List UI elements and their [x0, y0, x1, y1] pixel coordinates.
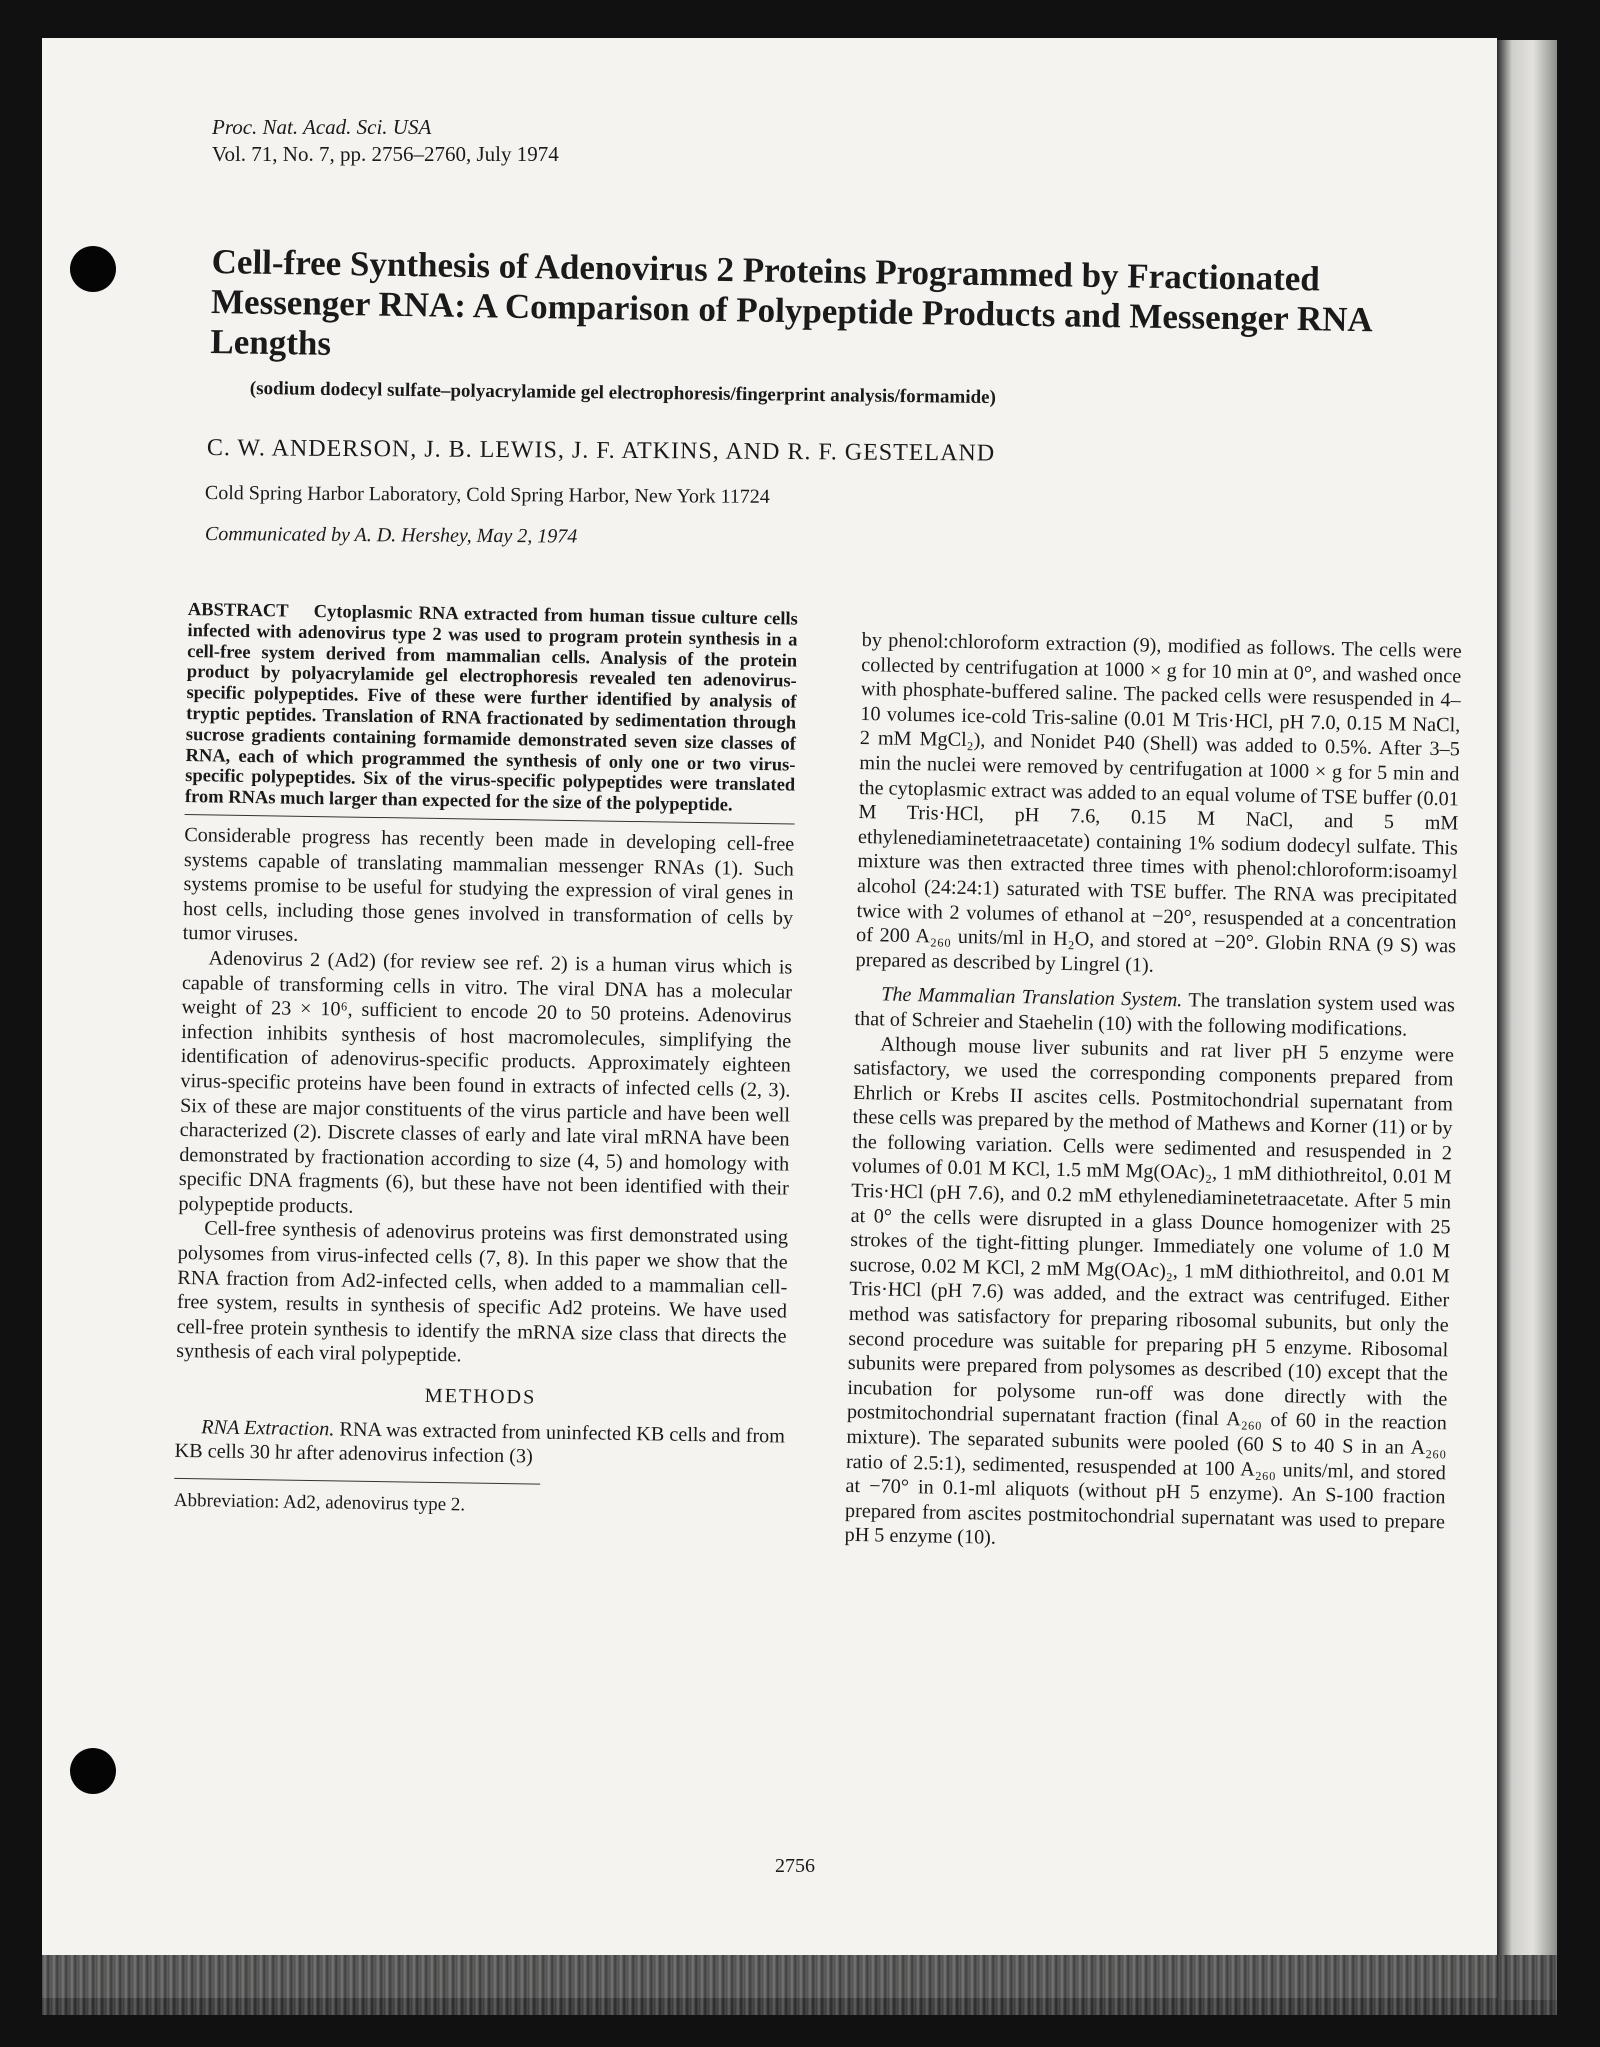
footnote-divider	[174, 1478, 540, 1485]
translation-system-heading: The Mammalian Translation System.	[881, 983, 1183, 1012]
rna-extraction-heading: RNA Extraction.	[201, 1415, 335, 1441]
volume-info: Vol. 71, No. 7, pp. 2756–2760, July 1974	[212, 142, 559, 166]
communicated-by: Communicated by A. D. Hershey, May 2, 1974	[204, 523, 578, 548]
left-column	[174, 600, 798, 1523]
authors: C. W. ANDERSON, J. B. LEWIS, J. F. ATKINS, AND R. F. GESTELAND	[206, 435, 996, 467]
article-title: Cell-free Synthesis of Adenovirus 2 Proteins Programmed by Fractionated Messenger RNA: A Comparison of Polypeptide Products and Messenger RNA Lengths	[210, 242, 1372, 363]
abstract-text: Cytoplasmic RNA extracted from human tissue culture cells infected with adenovirus type 2 was used to program protein synthesis in a cell-free system derived from mammalian cells. Analysis of the protein product by polyacrylamide gel electrophoresis revealed ten adenovirus-specific polypeptides. Five of these were further identified by analysis of tryptic peptides. Translation of RNA fractionated by sedimentation through sucrose gradients containing formamide demonstrated seven size classes of RNA, each of which programmed the synthesis of only one or two virus-specific polypeptides. Six of the virus-specific polypeptides were translated from RNAs much larger than expected for the size of the polypeptide.	[184, 601, 798, 816]
translation-system-paragraph-2: Although mouse liver subunits and rat liver pH 5 enzyme were satisfactory, we used the corresponding components prepared from Ehrlich or Krebs II ascites cells. Postmitochondrial supernatant from these cells was prepared by the method of Mathews and Korner (11) or by the following variation. Cells were sedimented and resuspended in 2 volumes of 0.01 M KCl, 1.5 mM Mg(OAc)₂, 1 mM dithiothreitol, 0.01 M Tris·HCl (pH 7.6), and 0.2 mM ethylenediaminetetraacetate. After 5 min at 0° the cells were disrupted in a glass Dounce homogenizer with 25 strokes of the tight-fitting plunger. Immediately one volume of 1.0 M sucrose, 0.02 M KCl, 2 mM Mg(OAc)₂, 1 mM dithiothreitol, and 0.01 M Tris·HCl (pH 7.6) was added, and the extract was centrifuged. Either method was satisfactory for preparing ribosomal subunits, but only the second procedure was suitable for preparing pH 5 enzyme. Ribosomal subunits were prepared from polysomes as described (10) except that the incubation for polysome run-off was done directly with the postmitochondrial supernatant fraction (final A₂₆₀ of 60 in the reaction mixture). The separated subunits were pooled (60 S to 40 S in an A₂₆₀ ratio of 2.5:1), sedimented, resuspended at 100 A₂₆₀ units/ml, and stored at −70° in 0.1-ml aliquots (without pH 5 enzyme). An S-100 fraction prepared from ascites postmitochondrial supernatant was used to prepare pH 5 enzyme (10).	[844, 1032, 1455, 1550]
journal-name: Proc. Nat. Acad. Sci. USA	[212, 115, 432, 139]
scan-bottom-edge	[42, 1955, 1557, 2015]
rna-extraction-text: RNA was extracted from uninfected KB cells and from KB cells 30 hr after adenovirus infection (3)	[174, 1418, 786, 1468]
adjacent-page-edge	[1497, 40, 1557, 2000]
abstract-label: ABSTRACT	[187, 600, 289, 622]
abstract	[185, 600, 798, 818]
right-column	[844, 628, 1462, 1559]
affiliation: Cold Spring Harbor Laboratory, Cold Spring Harbor, New York 11724	[204, 482, 770, 508]
intro-paragraph-3: Cell-free synthesis of adenovirus proteins was first demonstrated using polysomes from virus-infected cells (7, 8). In this paper we show that the RNA fraction from Ad2-infected cells, when added to a mammalian cell-free system, results in synthesis of specific Ad2 proteins. We have used cell-free protein synthesis to identify the mRNA size class that directs the synthesis of each viral polypeptide.	[176, 1217, 789, 1367]
footnote: Abbreviation: Ad2, adenovirus type 2.	[173, 1489, 466, 1516]
translation-system-text: The translation system used was that of Schreier and Staehelin (10) with the following modifications.	[854, 989, 1456, 1041]
binder-hole-top	[70, 246, 116, 292]
intro-paragraph-1: Considerable progress has recently been made in developing cell-free systems capable of translating mammalian messenger RNAs (1). Such systems promise to be useful for studying the expression of viral genes in host cells, including those genes involved in transformation of cells by tumor viruses.	[182, 823, 795, 947]
page-number: 2756	[775, 1855, 815, 1877]
methods-heading: METHODS	[424, 1384, 537, 1409]
keywords: (sodium dodecyl sulfate–polyacrylamide gel electrophoresis/fingerprint analysis/formamide)	[249, 378, 996, 409]
rna-extraction-continued: by phenol:chloroform extraction (9), modified as follows. The cells were collected by centrifugation at 1000 × g for 10 min at 0°, and washed once with phosphate-buffered saline. The packed cells were resuspended in 4–10 volumes ice-cold Tris-saline (0.01 M Tris·HCl, pH 7.0, 0.15 M NaCl, 2 mM MgCl₂), and Nonidet P40 (Shell) was added to 0.5%. After 3–5 min the nuclei were removed by centrifugation at 1000 × g for 5 min and the cytoplasmic extract was added to an equal volume of TSE buffer (0.01 M Tris·HCl, pH 7.6, 0.15 M NaCl, and 5 mM ethylenediaminetetraacetate) containing 1% sodium dodecyl sulfate. This mixture was then extracted three times with phenol:chloroform:isoamyl alcohol (24:24:1) saturated with TSE buffer. The RNA was precipitated twice with 2 volumes of ethanol at −20°, resuspended at a concentration of 200 A₂₆₀ units/ml in H₂O, and stored at −20°. Globin RNA (9 S) was prepared as described by Lingrel (1).	[855, 628, 1462, 977]
binder-hole-bottom	[70, 1748, 116, 1794]
intro-paragraph-2: Adenovirus 2 (Ad2) (for review see ref. 2) is a human virus which is capable of transforming cells in vitro. The viral DNA has a molecular weight of 23 × 10⁶, sufficient to encode 20 to 50 proteins. Adenovirus infection inhibits synthesis of host macromolecules, simplifying the identification of adenovirus-specific products. Approximately eighteen virus-specific proteins have been found in extracts of infected cells (2, 3). Six of these are major constituents of the virus particle and have been well characterized (2). Discrete classes of early and late viral mRNA have been demonstrated by fractionation according to size (4, 5) and homology with specific DNA fragments (6), but these have not been identified with their polypeptide products.	[178, 947, 793, 1218]
